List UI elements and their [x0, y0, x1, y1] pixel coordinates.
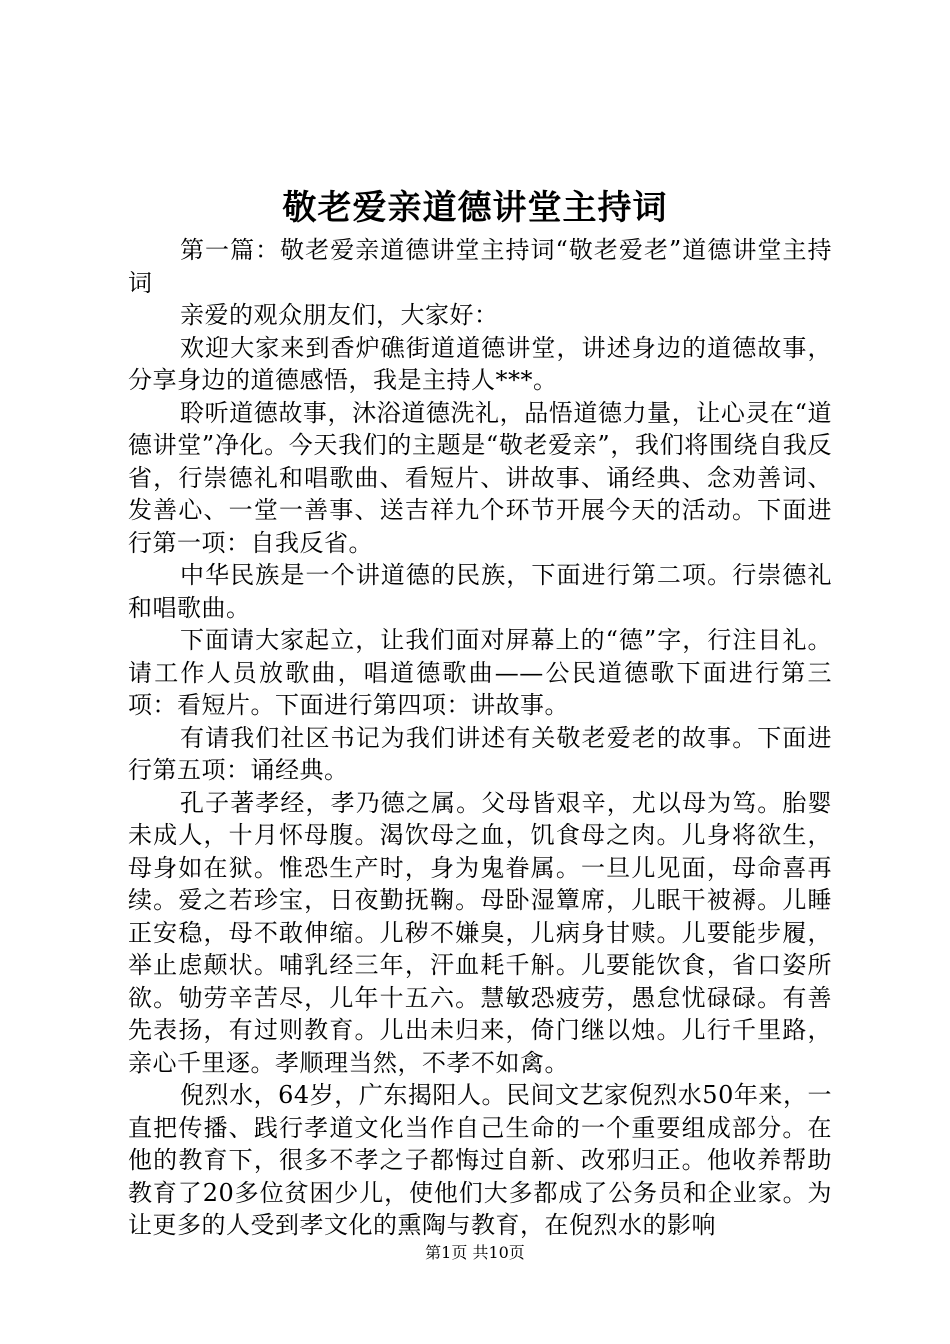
paragraph-6: 下面请大家起立，让我们面对屏幕上的“德”字，行注目礼。请工作人员放歌曲，唱道德歌曲——公民道德歌下面进行第三项：看短片。下面进行第四项：讲故事。 [128, 626, 832, 719]
paragraph-1: 第一篇：敬老爱亲道德讲堂主持词“敬老爱老”道德讲堂主持词 [128, 236, 832, 297]
paragraph-7: 有请我们社区书记为我们讲述有关敬老爱老的故事。下面进行第五项：诵经典。 [128, 723, 832, 784]
paragraph-4: 聆听道德故事，沐浴道德洗礼，品悟道德力量，让心灵在“道德讲堂”净化。今天我们的主题是“敬老爱亲”，我们将围绕自我反省，行崇德礼和唱歌曲、看短片、讲故事、诵经典、念劝善词、发善心、一堂一善事、送吉祥九个环节开展今天的活动。下面进行第一项：自我反省。 [128, 398, 832, 557]
page-footer: 第1页 共10页 [425, 1243, 525, 1262]
paragraph-2: 亲爱的观众朋友们，大家好： [180, 301, 499, 329]
paragraph-9: 倪烈水，64岁，广东揭阳人。民间文艺家倪烈水50年来，一直把传播、践行孝道文化当作自己生命的一个重要组成部分。在他的教育下，很多不孝之子都悔过自新、改邪归正。他收养帮助教育了20多位贫困少儿，使他们大多都成了公务员和企业家。为让更多的人受到孝文化的熏陶与教育，在倪烈水的影响 [128, 1081, 832, 1239]
paragraph-8: 孔子著孝经，孝乃德之属。父母皆艰辛，尤以母为笃。胎婴未成人，十月怀母腹。渴饮母之血，饥食母之肉。儿身将欲生，母身如在狱。惟恐生产时，身为鬼眷属。一旦儿见面，母命喜再续。爱之若珍宝，日夜勤抚鞠。母卧湿簟席，儿眠干被褥。儿睡正安稳，母不敢伸缩。儿秽不嫌臭，儿病身甘赎。儿要能步履，举止虑颠状。哺乳经三年，汗血耗千斛。儿要能饮食，省口姿所欲。劬劳辛苦尽，儿年十五六。慧敏恐疲劳，愚怠忧碌碌。有善先表扬，有过则教育。儿出未归来，倚门继以烛。儿行千里路，亲心千里逐。孝顺理当然，不孝不如禽。 [128, 788, 832, 1077]
paragraph-3: 欢迎大家来到香炉礁街道道德讲堂，讲述身边的道德故事，分享身边的道德感悟，我是主持人***。 [128, 333, 832, 394]
document-body [128, 234, 832, 1242]
paragraph-5: 中华民族是一个讲道德的民族，下面进行第二项。行崇德礼和唱歌曲。 [128, 561, 832, 622]
document-title: 敬老爱亲道德讲堂主持词 [282, 188, 668, 228]
